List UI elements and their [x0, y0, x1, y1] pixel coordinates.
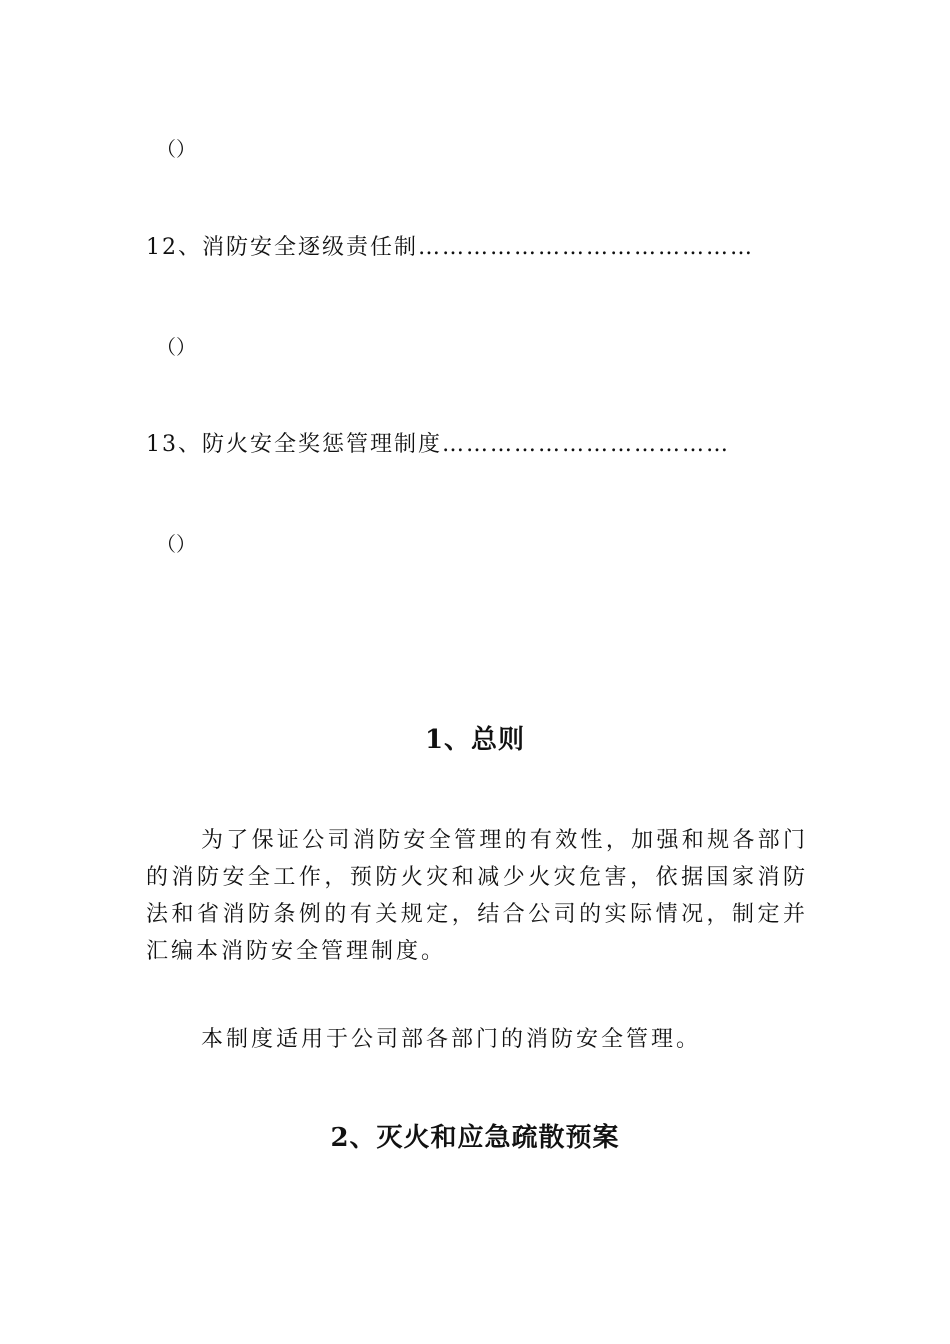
- paragraph-scope: 本制度适用于公司部各部门的消防安全管理。: [201, 1027, 702, 1052]
- toc-page-number-placeholder: （）: [156, 532, 196, 556]
- paragraph-purpose: 为了保证公司消防安全管理的有效性，加强和规各部门的消防安全工作，预防火灾和减少火灾危害，依据国家消防法和省消防条例的有关规定，结合公司的实际情况，制定并汇编本消防安全管理制度。: [146, 828, 808, 964]
- toc-page-number-placeholder: （）: [156, 137, 196, 161]
- section-heading-evacuation-plan: 2、灭火和应急疏散预案: [330, 1123, 620, 1153]
- section-heading-general: 1、总则: [424, 725, 526, 755]
- toc-page-number-placeholder: （）: [156, 335, 196, 359]
- toc-item-12: 12、消防安全逐级责任制……………………………………: [146, 235, 754, 260]
- toc-item-13: 13、防火安全奖惩管理制度………………………………: [146, 432, 730, 457]
